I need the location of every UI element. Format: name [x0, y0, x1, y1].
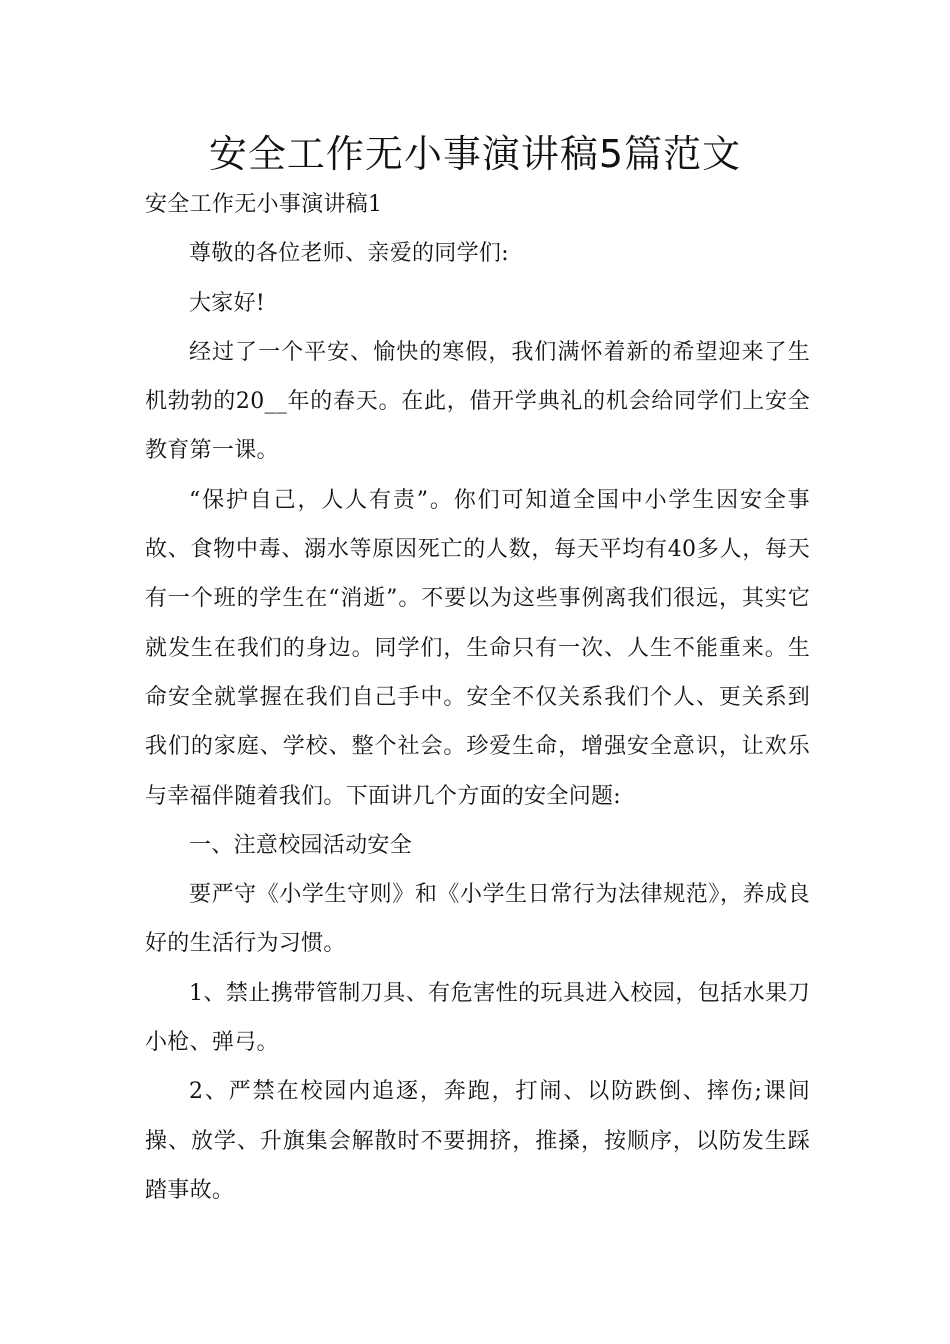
list-item-paragraph: 1、禁止携带管制刀具、有危害性的玩具进入校园，包括水果刀小枪、弹弓。: [145, 980, 810, 1056]
salutation-paragraph: 尊敬的各位老师、亲爱的同学们:: [189, 241, 509, 267]
document-body: [145, 180, 810, 1215]
section-heading: 安全工作无小事演讲稿1: [145, 192, 383, 217]
document-title: 安全工作无小事演讲稿5篇范文: [208, 132, 742, 176]
body-paragraph: “保护自己，人人有责”。你们可知道全国中小学生因安全事故、食物中毒、溺水等原因死亡的人数，每天平均有40多人，每天有一个班的学生在“消逝”。不要以为这些事例离我们很远，其实它就发生在我们的身边。同学们，生命只有一次、人生不能重来。生命安全就掌握在我们自己手中。安全不仅关系我们个人、更关系到我们的家庭、学校、整个社会。珍爱生命，增强安全意识，让欢乐与幸福伴随着我们。下面讲几个方面的安全问题:: [145, 487, 810, 809]
list-item-paragraph: 2、严禁在校园内追逐，奔跑，打闹、以防跌倒、摔伤;课间操、放学、升旗集会解散时不要拥挤，推搡，按顺序，以防发生踩踏事故。: [145, 1079, 810, 1203]
body-paragraph: 经过了一个平安、愉快的寒假，我们满怀着新的希望迎来了生机勃勃的20__年的春天。在此，借开学典礼的机会给同学们上安全教育第一课。: [145, 339, 810, 464]
body-paragraph: 要严守《小学生守则》和《小学生日常行为法律规范》，养成良好的生活行为习惯。: [145, 882, 810, 957]
subsection-heading: 一、注意校园活动安全: [189, 832, 413, 858]
greeting-paragraph: 大家好!: [189, 290, 266, 316]
